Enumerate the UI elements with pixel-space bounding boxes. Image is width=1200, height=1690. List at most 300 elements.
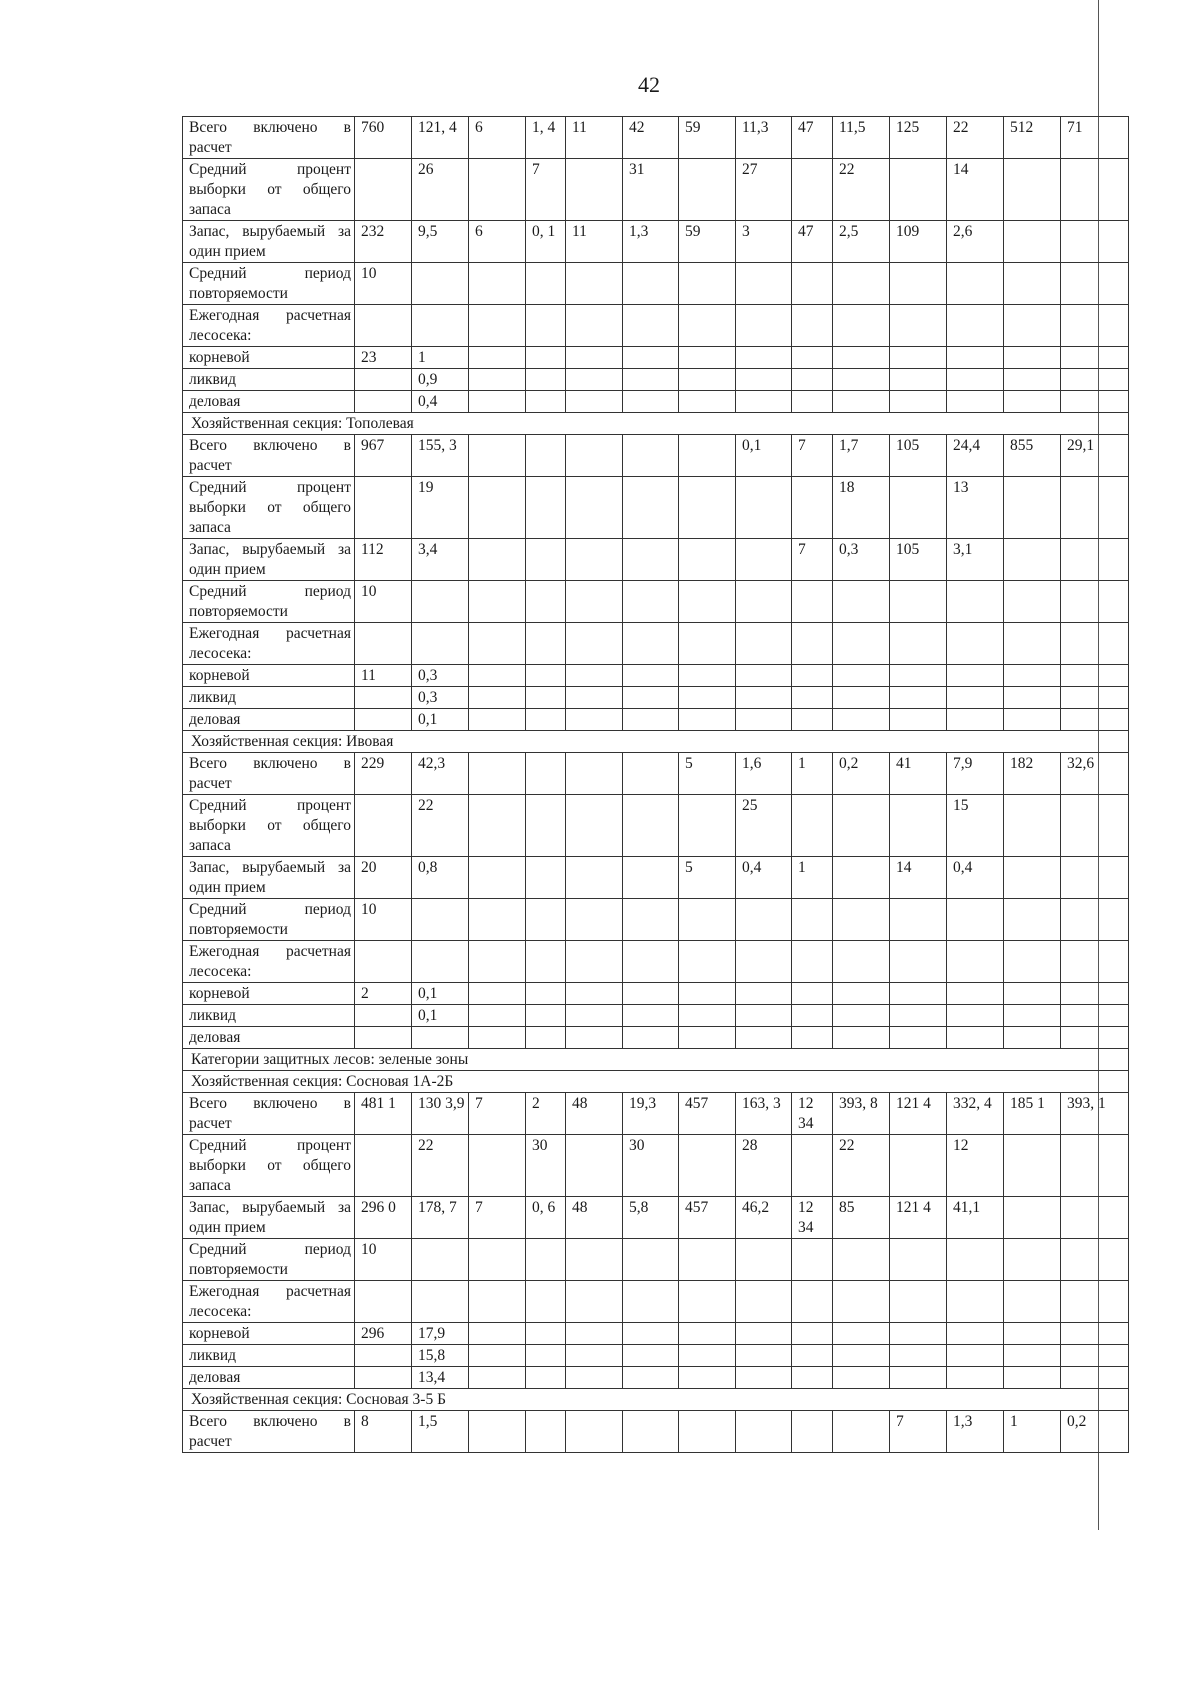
table-cell — [412, 941, 469, 983]
table-cell: 0,4 — [947, 857, 1004, 899]
table-cell — [792, 1281, 833, 1323]
table-cell: 20 — [355, 857, 412, 899]
table-cell — [947, 347, 1004, 369]
table-cell — [833, 369, 890, 391]
table-cell: 0,8 — [412, 857, 469, 899]
table-cell — [833, 665, 890, 687]
table-cell — [623, 305, 679, 347]
table-cell — [623, 795, 679, 857]
section-heading: Хозяйственная секция: Сосновая 3-5 Б — [183, 1389, 1129, 1411]
table-cell — [833, 581, 890, 623]
table-cell — [469, 857, 526, 899]
table-cell — [736, 709, 792, 731]
table-cell — [792, 347, 833, 369]
table-cell: 6 — [469, 117, 526, 159]
table-cell — [890, 159, 947, 221]
row-label: корневой — [183, 1323, 355, 1345]
table-cell: 7,9 — [947, 753, 1004, 795]
table-row — [183, 795, 1129, 857]
row-label: Средний период повторяемости — [183, 899, 355, 941]
table-cell — [623, 709, 679, 731]
table-cell — [469, 1345, 526, 1367]
table-cell — [736, 347, 792, 369]
table-cell — [526, 665, 566, 687]
table-cell — [833, 941, 890, 983]
table-cell — [623, 983, 679, 1005]
table-cell — [623, 581, 679, 623]
row-label: Средний процент выборки от общего запаса — [183, 477, 355, 539]
table-cell: 6 — [469, 221, 526, 263]
table-cell — [469, 477, 526, 539]
section-heading-row — [183, 413, 1129, 435]
table-cell — [947, 1027, 1004, 1049]
table-cell — [792, 391, 833, 413]
table-cell: 7 — [792, 435, 833, 477]
table-cell — [792, 1367, 833, 1389]
table-cell: 30 — [526, 1135, 566, 1197]
table-cell: 760 — [355, 117, 412, 159]
table-cell: 11,3 — [736, 117, 792, 159]
table-cell — [355, 795, 412, 857]
table-cell: 46,2 — [736, 1197, 792, 1239]
table-cell — [792, 1005, 833, 1027]
table-cell — [792, 1345, 833, 1367]
table-cell — [526, 1281, 566, 1323]
table-cell: 5,8 — [623, 1197, 679, 1239]
table-cell — [890, 665, 947, 687]
table-cell — [355, 1281, 412, 1323]
table-cell: 22 — [412, 795, 469, 857]
row-label: Средний процент выборки от общего запаса — [183, 159, 355, 221]
table-cell — [1061, 1005, 1129, 1027]
table-cell — [623, 1367, 679, 1389]
table-cell — [469, 1411, 526, 1453]
table-cell: 12 34 — [792, 1093, 833, 1135]
table-cell — [792, 1239, 833, 1281]
table-row — [183, 1005, 1129, 1027]
table-cell — [566, 687, 623, 709]
table-cell: 71 — [1061, 117, 1129, 159]
table-cell — [623, 623, 679, 665]
table-cell — [1061, 899, 1129, 941]
table-cell — [355, 1135, 412, 1197]
table-cell: 10 — [355, 1239, 412, 1281]
table-cell: 42,3 — [412, 753, 469, 795]
table-cell — [623, 941, 679, 983]
table-cell — [736, 665, 792, 687]
table-cell: 125 — [890, 117, 947, 159]
table-cell — [1061, 263, 1129, 305]
table-cell — [947, 983, 1004, 1005]
table-cell — [1061, 221, 1129, 263]
table-cell: 0,3 — [412, 665, 469, 687]
table-cell: 130 3,9 — [412, 1093, 469, 1135]
table-cell — [469, 581, 526, 623]
table-cell — [526, 857, 566, 899]
table-cell — [890, 369, 947, 391]
row-label: Всего включено в расчет — [183, 1093, 355, 1135]
table-cell: 1,6 — [736, 753, 792, 795]
table-cell — [623, 477, 679, 539]
table-cell — [947, 1239, 1004, 1281]
table-cell — [412, 1239, 469, 1281]
table-cell — [947, 899, 1004, 941]
table-cell — [792, 623, 833, 665]
table-cell — [526, 369, 566, 391]
table-cell — [679, 1411, 736, 1453]
table-cell — [566, 159, 623, 221]
table-cell — [736, 1281, 792, 1323]
table-cell: 0,3 — [833, 539, 890, 581]
table-cell — [355, 159, 412, 221]
table-cell: 47 — [792, 221, 833, 263]
table-cell — [1061, 687, 1129, 709]
row-label: деловая — [183, 1367, 355, 1389]
table-cell — [679, 435, 736, 477]
table-cell: 121 4 — [890, 1093, 947, 1135]
table-row — [183, 1345, 1129, 1367]
table-cell: 105 — [890, 435, 947, 477]
table-cell — [1004, 477, 1061, 539]
table-cell — [1004, 709, 1061, 731]
table-cell: 481 1 — [355, 1093, 412, 1135]
table-cell — [947, 581, 1004, 623]
table-cell: 3 — [736, 221, 792, 263]
table-cell: 26 — [412, 159, 469, 221]
table-cell — [947, 709, 1004, 731]
table-row — [183, 899, 1129, 941]
table-cell: 14 — [890, 857, 947, 899]
table-row — [183, 391, 1129, 413]
table-cell: 2 — [526, 1093, 566, 1135]
table-cell — [1004, 347, 1061, 369]
table-cell — [947, 369, 1004, 391]
table-cell — [679, 581, 736, 623]
table-cell — [890, 941, 947, 983]
table-cell — [526, 347, 566, 369]
table-cell: 59 — [679, 117, 736, 159]
table-cell — [833, 305, 890, 347]
table-cell: 185 1 — [1004, 1093, 1061, 1135]
table-cell — [355, 1005, 412, 1027]
table-cell — [792, 581, 833, 623]
table-cell — [526, 435, 566, 477]
section-heading: Хозяйственная секция: Сосновая 1А-2Б — [183, 1071, 1129, 1093]
table-cell: 28 — [736, 1135, 792, 1197]
table-cell — [623, 1345, 679, 1367]
table-cell — [792, 305, 833, 347]
table-cell — [890, 709, 947, 731]
table-cell: 31 — [623, 159, 679, 221]
table-cell — [526, 477, 566, 539]
table-cell — [947, 1323, 1004, 1345]
table-cell: 15,8 — [412, 1345, 469, 1367]
table-row — [183, 539, 1129, 581]
table-cell — [355, 709, 412, 731]
table-cell: 19,3 — [623, 1093, 679, 1135]
table-row — [183, 1367, 1129, 1389]
table-cell — [1004, 1323, 1061, 1345]
table-row — [183, 263, 1129, 305]
table-cell — [947, 687, 1004, 709]
table-cell — [833, 263, 890, 305]
table-cell — [526, 983, 566, 1005]
table-cell — [469, 305, 526, 347]
table-cell — [679, 795, 736, 857]
table-cell — [792, 665, 833, 687]
table-cell: 232 — [355, 221, 412, 263]
table-cell — [469, 1367, 526, 1389]
table-cell — [679, 159, 736, 221]
table-cell — [1004, 1135, 1061, 1197]
table-cell: 1,5 — [412, 1411, 469, 1453]
table-cell — [566, 1323, 623, 1345]
table-cell: 393, 8 — [833, 1093, 890, 1135]
table-cell — [623, 857, 679, 899]
table-cell — [1004, 1239, 1061, 1281]
table-cell — [412, 899, 469, 941]
row-label: Средний период повторяемости — [183, 1239, 355, 1281]
table-cell — [792, 941, 833, 983]
table-cell — [469, 753, 526, 795]
table-row — [183, 1027, 1129, 1049]
section-heading-row — [183, 1049, 1129, 1071]
table-cell — [736, 1005, 792, 1027]
table-cell — [566, 1135, 623, 1197]
table-cell — [890, 1367, 947, 1389]
table-cell — [566, 369, 623, 391]
table-cell — [890, 581, 947, 623]
table-cell — [679, 1367, 736, 1389]
table-cell — [355, 687, 412, 709]
table-cell — [1061, 369, 1129, 391]
table-cell — [469, 263, 526, 305]
table-cell — [566, 477, 623, 539]
table-cell — [566, 665, 623, 687]
table-cell — [412, 305, 469, 347]
table-cell — [947, 623, 1004, 665]
table-cell: 1, 4 — [526, 117, 566, 159]
table-cell — [1004, 857, 1061, 899]
table-cell — [890, 1239, 947, 1281]
table-cell — [566, 305, 623, 347]
table-cell — [566, 941, 623, 983]
table-cell — [469, 899, 526, 941]
row-label: Средний период повторяемости — [183, 263, 355, 305]
table-cell — [526, 795, 566, 857]
table-cell — [679, 899, 736, 941]
table-cell — [566, 983, 623, 1005]
table-cell — [792, 709, 833, 731]
row-label: Ежегодная расчетная лесосека: — [183, 1281, 355, 1323]
table-cell: 12 34 — [792, 1197, 833, 1239]
table-cell: 17,9 — [412, 1323, 469, 1345]
table-row — [183, 1281, 1129, 1323]
table-cell — [469, 941, 526, 983]
table-cell — [1004, 263, 1061, 305]
table-cell — [469, 1027, 526, 1049]
table-cell — [526, 941, 566, 983]
table-cell — [833, 1005, 890, 1027]
table-cell — [679, 623, 736, 665]
table-cell — [355, 305, 412, 347]
table-cell: 11 — [355, 665, 412, 687]
table-cell — [679, 1345, 736, 1367]
table-cell — [1061, 477, 1129, 539]
table-cell — [355, 369, 412, 391]
table-cell — [412, 1281, 469, 1323]
forest-stock-table — [182, 116, 1129, 1453]
table-cell — [833, 1323, 890, 1345]
table-cell — [526, 687, 566, 709]
table-cell — [1061, 539, 1129, 581]
row-label: ликвид — [183, 687, 355, 709]
table-cell — [679, 1281, 736, 1323]
table-cell — [566, 857, 623, 899]
table-row — [183, 221, 1129, 263]
table-cell — [526, 1027, 566, 1049]
table-cell — [833, 1345, 890, 1367]
table-cell — [1061, 1027, 1129, 1049]
table-cell: 13 — [947, 477, 1004, 539]
table-cell — [736, 581, 792, 623]
table-cell — [566, 1005, 623, 1027]
table-row — [183, 687, 1129, 709]
table-row — [183, 857, 1129, 899]
table-cell — [736, 983, 792, 1005]
table-cell — [355, 623, 412, 665]
table-cell — [679, 263, 736, 305]
table-cell — [679, 347, 736, 369]
table-cell — [566, 1411, 623, 1453]
table-cell: 105 — [890, 539, 947, 581]
table-cell — [469, 1005, 526, 1027]
table-cell — [623, 1323, 679, 1345]
table-cell — [833, 1239, 890, 1281]
table-cell — [947, 941, 1004, 983]
table-cell: 18 — [833, 477, 890, 539]
table-cell: 393, 1 — [1061, 1093, 1129, 1135]
table-cell: 14 — [947, 159, 1004, 221]
table-cell — [736, 391, 792, 413]
table-cell — [736, 687, 792, 709]
table-cell — [1061, 347, 1129, 369]
table-cell — [566, 1027, 623, 1049]
table-row — [183, 1411, 1129, 1453]
table-cell — [792, 795, 833, 857]
table-cell — [947, 263, 1004, 305]
table-cell — [1004, 1345, 1061, 1367]
table-cell — [566, 709, 623, 731]
table-cell — [566, 899, 623, 941]
table-cell — [469, 391, 526, 413]
table-row — [183, 665, 1129, 687]
table-cell: 10 — [355, 581, 412, 623]
table-cell — [890, 1323, 947, 1345]
table-cell: 3,1 — [947, 539, 1004, 581]
table-cell — [890, 1135, 947, 1197]
table-cell: 163, 3 — [736, 1093, 792, 1135]
table-cell — [679, 1027, 736, 1049]
table-cell — [890, 347, 947, 369]
table-cell — [1004, 1197, 1061, 1239]
table-cell — [1004, 1281, 1061, 1323]
table-cell — [566, 347, 623, 369]
row-label: Всего включено в расчет — [183, 435, 355, 477]
table-cell — [792, 1323, 833, 1345]
table-cell: 1,3 — [623, 221, 679, 263]
table-row — [183, 581, 1129, 623]
table-cell — [469, 159, 526, 221]
table-cell — [412, 581, 469, 623]
table-cell: 0,4 — [736, 857, 792, 899]
table-cell: 19 — [412, 477, 469, 539]
table-cell: 7 — [469, 1093, 526, 1135]
table-cell — [355, 1345, 412, 1367]
table-cell — [947, 1345, 1004, 1367]
table-cell: 22 — [833, 1135, 890, 1197]
table-cell: 2,6 — [947, 221, 1004, 263]
table-cell — [623, 687, 679, 709]
table-cell — [890, 899, 947, 941]
table-cell — [412, 1027, 469, 1049]
table-cell — [792, 899, 833, 941]
table-cell: 11 — [566, 221, 623, 263]
table-cell: 29,1 — [1061, 435, 1129, 477]
table-cell: 1 — [792, 857, 833, 899]
table-cell — [566, 623, 623, 665]
row-label: Средний процент выборки от общего запаса — [183, 1135, 355, 1197]
table-cell: 23 — [355, 347, 412, 369]
table-cell — [833, 623, 890, 665]
table-cell — [679, 941, 736, 983]
table-cell — [1004, 623, 1061, 665]
table-cell: 48 — [566, 1093, 623, 1135]
table-cell — [1061, 941, 1129, 983]
table-cell — [1061, 795, 1129, 857]
table-row — [183, 709, 1129, 731]
table-cell: 0,1 — [412, 709, 469, 731]
table-cell — [1061, 983, 1129, 1005]
table-cell: 0,4 — [412, 391, 469, 413]
table-cell: 967 — [355, 435, 412, 477]
table-cell: 85 — [833, 1197, 890, 1239]
table-cell — [792, 1411, 833, 1453]
table-cell — [890, 623, 947, 665]
table-cell — [947, 1367, 1004, 1389]
table-cell: 457 — [679, 1197, 736, 1239]
table-cell: 0,1 — [412, 983, 469, 1005]
table-cell — [566, 391, 623, 413]
table-cell — [947, 665, 1004, 687]
table-row — [183, 1093, 1129, 1135]
table-cell — [1004, 391, 1061, 413]
table-cell: 109 — [890, 221, 947, 263]
table-cell — [1061, 709, 1129, 731]
row-label: ликвид — [183, 1345, 355, 1367]
row-label: деловая — [183, 1027, 355, 1049]
table-cell — [1061, 665, 1129, 687]
table-cell — [792, 1027, 833, 1049]
table-cell — [833, 857, 890, 899]
table-cell — [890, 1027, 947, 1049]
table-cell — [412, 263, 469, 305]
table-cell: 11,5 — [833, 117, 890, 159]
table-cell — [526, 623, 566, 665]
table-cell: 48 — [566, 1197, 623, 1239]
table-cell — [566, 1281, 623, 1323]
table-cell — [890, 1005, 947, 1027]
